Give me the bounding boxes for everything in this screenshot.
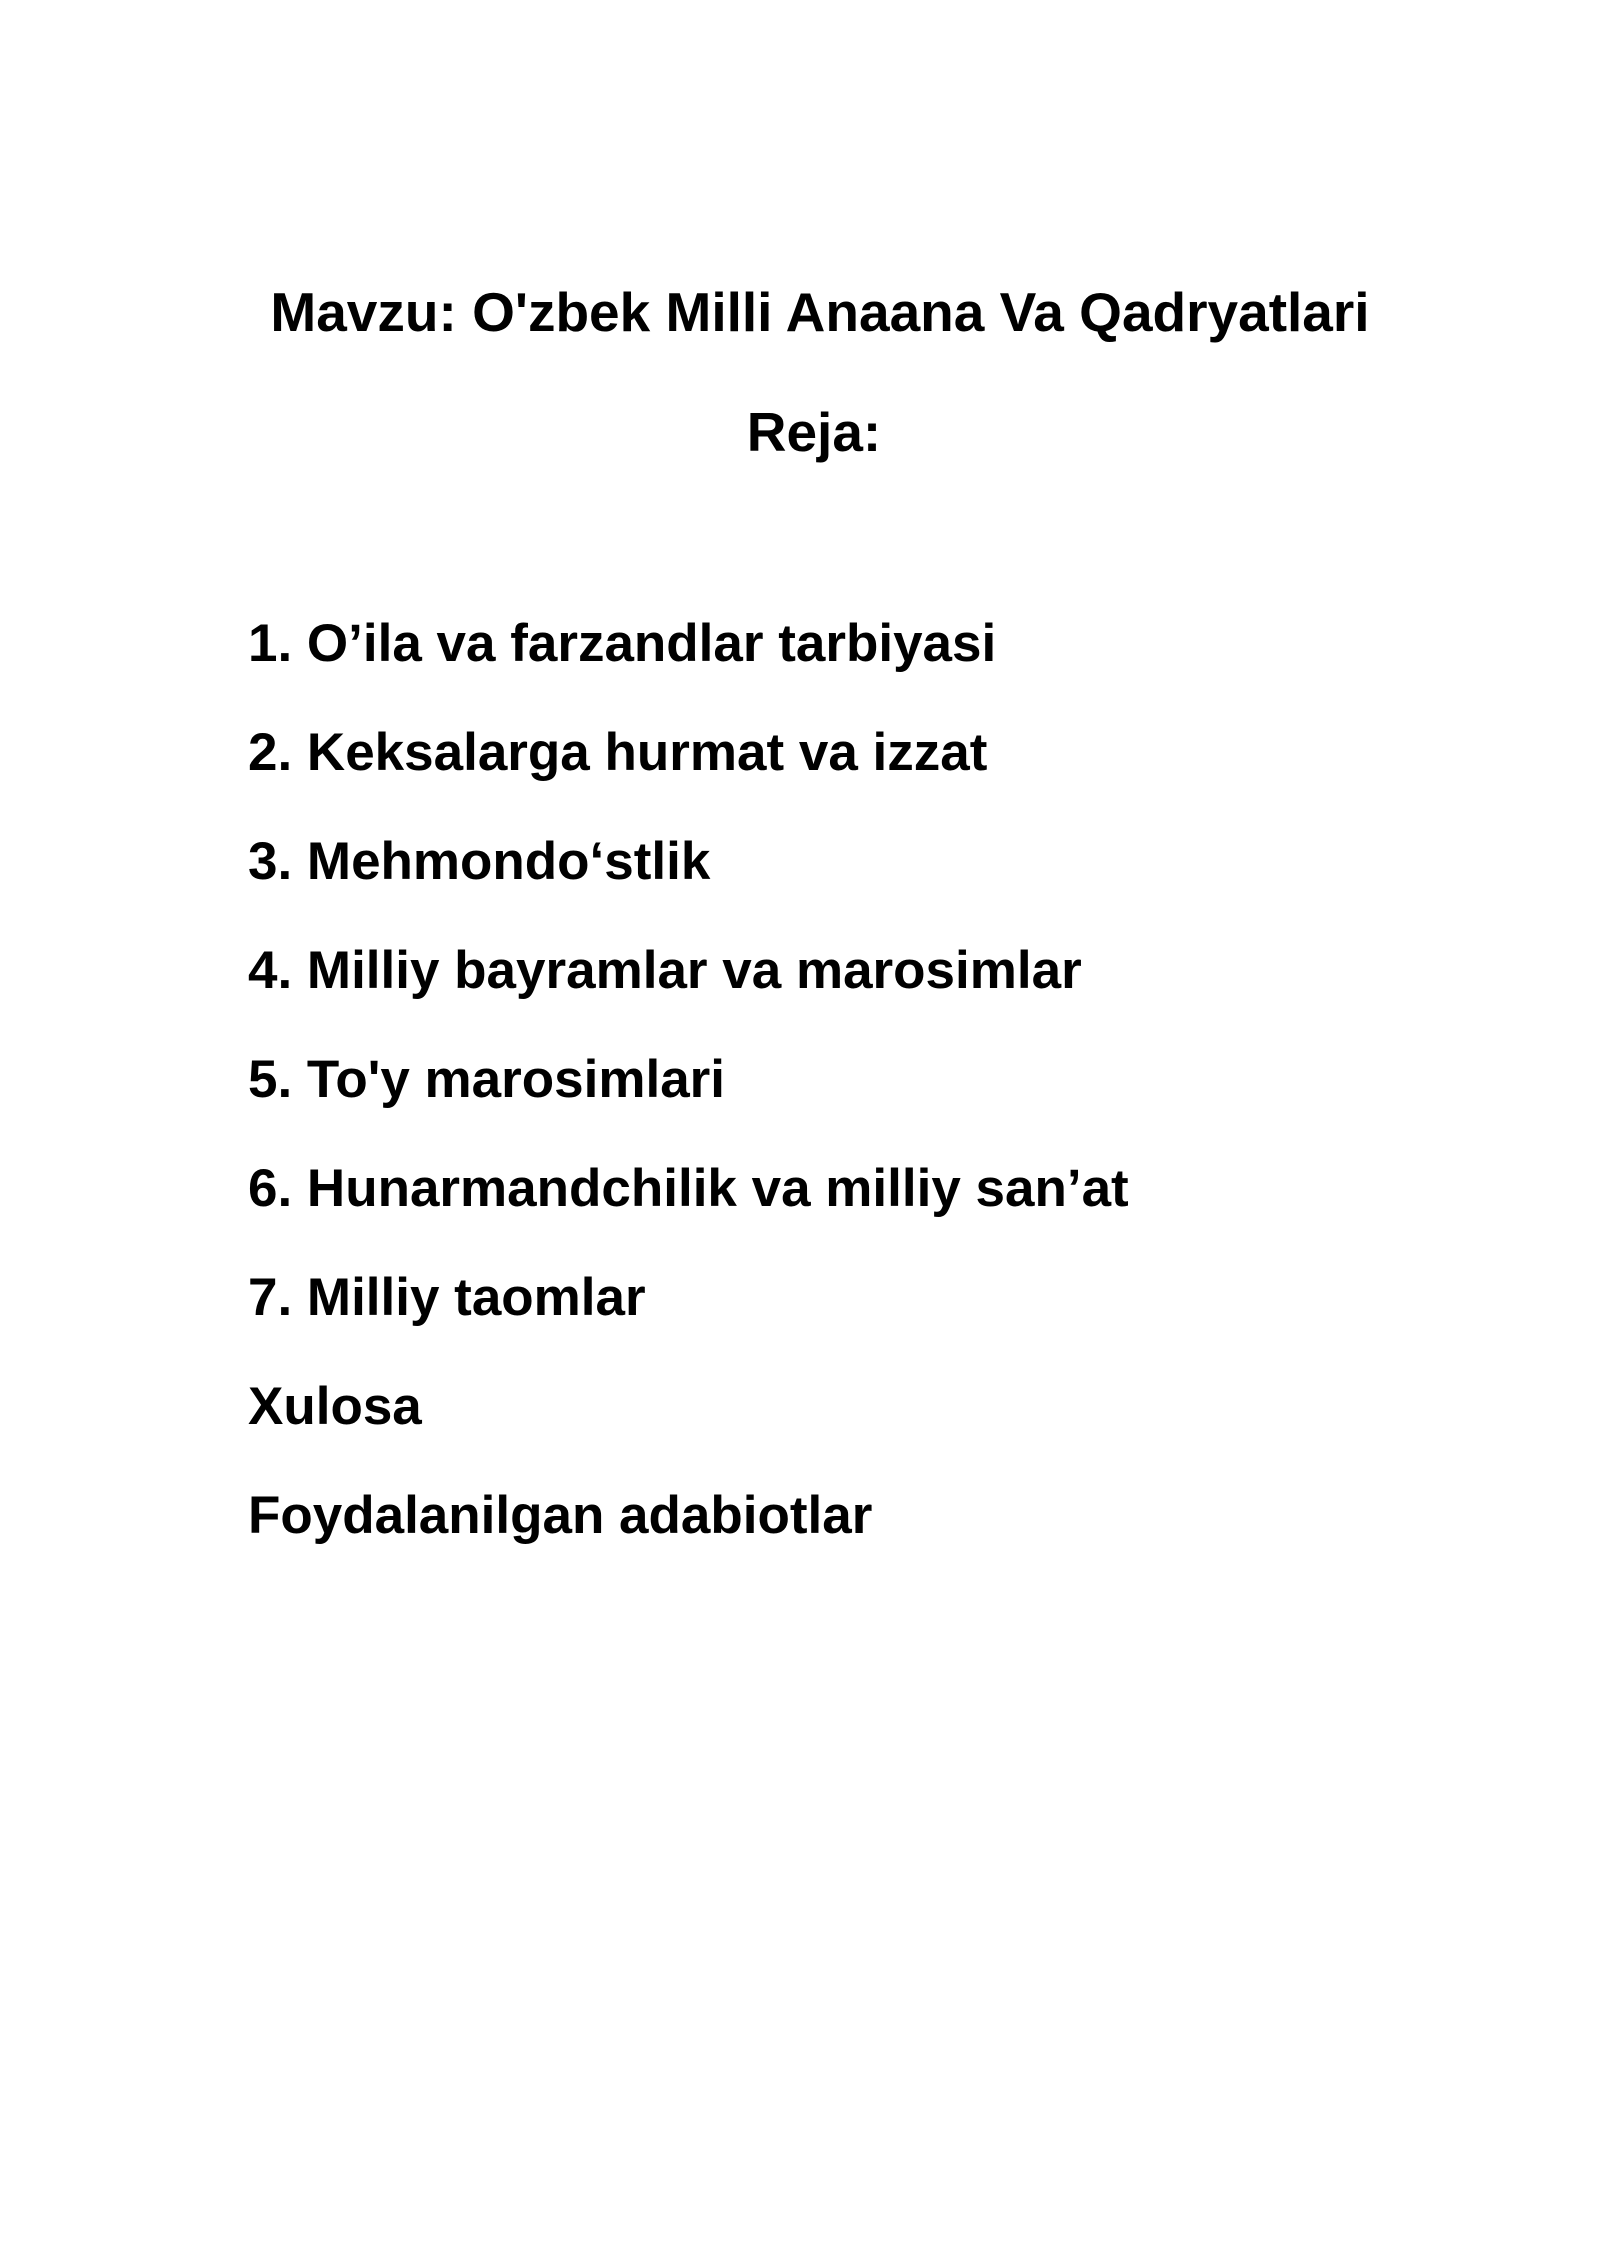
- page-title: Mavzu: O'zbek Milli Anaana Va Qadryatlari: [270, 281, 1370, 343]
- plan-item: 1. O’ila va farzandlar tarbiyasi: [248, 614, 997, 673]
- plan-item: 2. Keksalarga hurmat va izzat: [248, 723, 988, 782]
- plan-heading: Reja:: [746, 401, 882, 463]
- references-item: Foydalanilgan adabiotlar: [248, 1486, 873, 1545]
- plan-item: 4. Milliy bayramlar va marosimlar: [248, 941, 1082, 1000]
- plan-item: 3. Mehmondo‘stlik: [248, 832, 711, 891]
- plan-item: 5. To'y marosimlari: [248, 1050, 726, 1109]
- plan-list: [248, 612, 1129, 1593]
- conclusion-item: Xulosa: [248, 1377, 422, 1436]
- plan-item: 7. Milliy taomlar: [248, 1268, 646, 1327]
- plan-item: 6. Hunarmandchilik va milliy san’at: [248, 1159, 1129, 1218]
